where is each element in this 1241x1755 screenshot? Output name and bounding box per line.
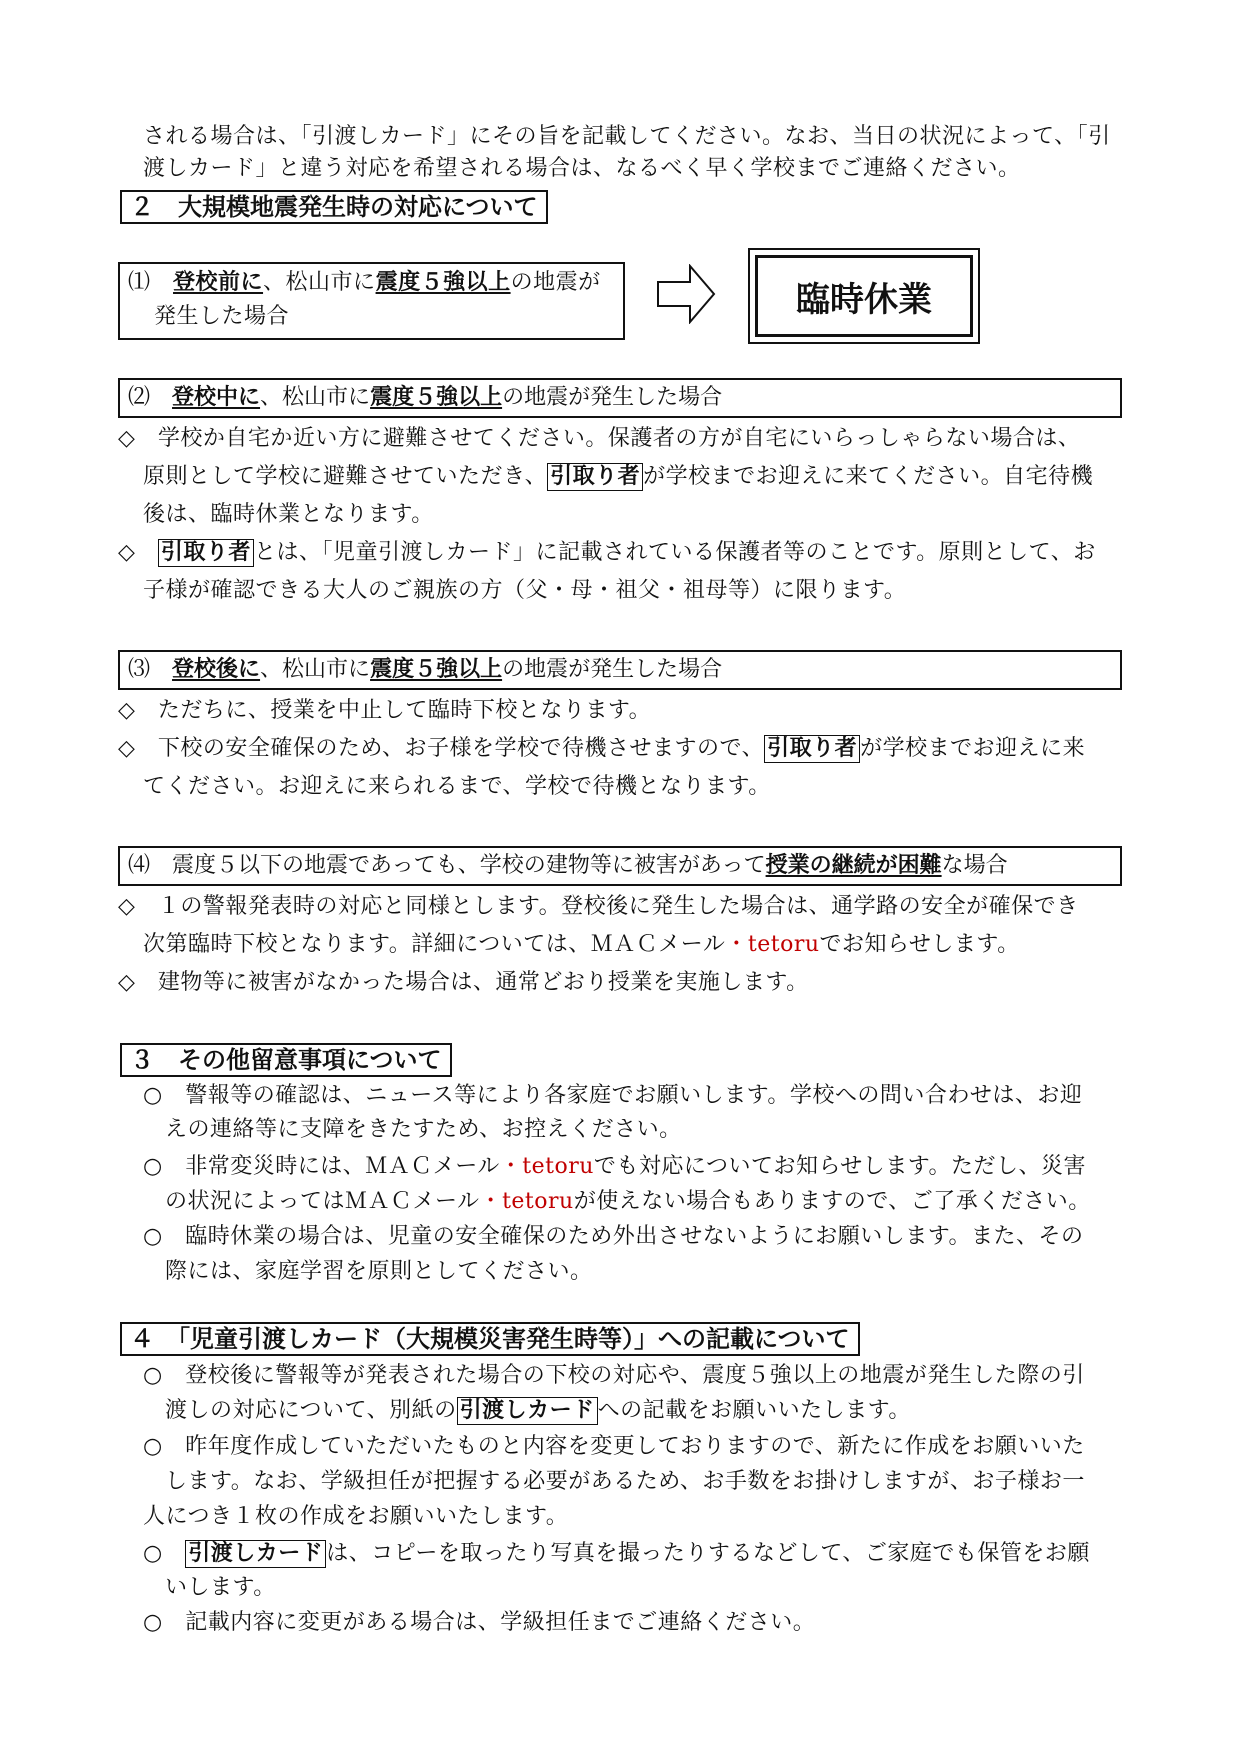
case-2-heading <box>118 378 1122 418</box>
s4-item-2-line-2: します。なお、学級担任が把握する必要があるため、お手数をお掛けしますが、お子様お一 <box>165 1469 1085 1494</box>
s3-i2-2a: の状況によってはＭＡＣメール <box>165 1189 480 1214</box>
case-3-b2-1a: ◇ 下校の安全確保のため、お子様を学校で待機させますので、 <box>118 736 765 761</box>
case-3-mid: 、松山市に <box>260 657 371 682</box>
case-2-bullet-1-line-2 <box>143 462 1093 492</box>
case-3-bullet-2-line-2: てください。お迎えに来られるまで、学校で待機となります。 <box>143 774 771 799</box>
case-4-heading <box>118 846 1122 886</box>
s4-item-1-line-1: ○ 登校後に警報等が発表された場合の下校の対応や、震度５強以上の地震が発生した際の引 <box>143 1363 1085 1388</box>
s4-item-4: ○ 記載内容に変更がある場合は、学級担任までご連絡ください。 <box>143 1610 816 1635</box>
section-3-heading: ３ その他留意事項について <box>120 1043 452 1077</box>
case-1-number: ⑴ <box>128 270 151 295</box>
s3-i2-1b: でも対応についてお知らせします。ただし、災害 <box>593 1154 1087 1179</box>
s3-tetoru-2: ・tetoru <box>479 1189 574 1214</box>
case-2-mid: 、松山市に <box>260 385 371 410</box>
case-3-tail: の地震が発生した場合 <box>502 657 723 682</box>
right-arrow-icon <box>656 264 718 324</box>
s4-item-2-line-1: ○ 昨年度作成していただいたものと内容を変更しておりますので、新たに作成をお願いいた <box>143 1434 1085 1459</box>
s4-i1-2b: への記載をお願いいたします。 <box>597 1398 911 1423</box>
case-3-b2-1b: が学校までお迎えに来 <box>860 736 1086 761</box>
intro-line-2: 渡しカード」と違う対応を希望される場合は、なるべく早く学校までご連絡ください。 <box>143 156 1021 181</box>
case-3-bullet-1: ◇ ただちに、授業を中止して臨時下校となります。 <box>118 698 652 723</box>
section-2-heading: ２ 大規模地震発生時の対応について <box>120 190 548 224</box>
case-1-mid: 、松山市に <box>263 270 376 295</box>
s4-i1-2a: 渡しの対応について、別紙の <box>165 1398 457 1423</box>
case-4-pre: 震度５以下の地震であっても、学校の建物等に被害があって <box>172 853 766 878</box>
hikiwatashi-card-box: 引渡しカード <box>457 1397 598 1425</box>
s4-item-3-line-1 <box>143 1539 1090 1569</box>
s3-item-3-line-2: 際には、家庭学習を原則としてください。 <box>165 1259 593 1284</box>
case-4-b1-2b: でお知らせします。 <box>819 932 1020 957</box>
case-2-number: ⑵ <box>128 385 151 410</box>
case-2-bullet-1-line-1: ◇ 学校か自宅か近い方に避難させてください。保護者の方が自宅にいらっしゃらない場合は、 <box>118 426 1081 451</box>
result-outer-box <box>748 248 980 344</box>
case-2-bullet-2-line-1 <box>118 538 1096 568</box>
s4-i3-1a: ○ <box>143 1541 186 1566</box>
section-4-heading: ４ 「児童引渡しカード（大規模災害発生時等）」への記載について <box>120 1322 860 1356</box>
s3-item-3-line-1: ○ 臨時休業の場合は、児童の安全確保のため外出させないようにお願いします。また、その <box>143 1224 1084 1249</box>
case-3-shindo: 震度５強以上 <box>370 657 503 682</box>
case-2-shindo: 震度５強以上 <box>370 385 503 410</box>
case-4-number: ⑷ <box>128 853 151 878</box>
intro-line-1: される場合は、「引渡しカード」にその旨を記載してください。なお、当日の状況によって、「引 <box>143 124 1111 149</box>
s3-item-2-line-1 <box>143 1152 1086 1182</box>
case-4-emphasis: 授業の継続が困難 <box>765 853 942 878</box>
s3-i2-1a: ○ 非常変災時には、ＭＡＣメール <box>143 1154 500 1179</box>
s4-i3-1b: は、コピーを取ったり写真を撮ったりするなどして、ご家庭でも保管をお願 <box>326 1541 1090 1566</box>
case-1-when: 登校前に <box>173 270 264 295</box>
case-2-bullet-1-line-3: 後は、臨時休業となります。 <box>143 502 434 527</box>
case-2-tail: の地震が発生した場合 <box>502 385 723 410</box>
hikiwatashi-card-box-2: 引渡しカード <box>185 1540 326 1568</box>
s3-i2-2b: が使えない場合もありますので、ご了承ください。 <box>573 1189 1091 1214</box>
case-3-number: ⑶ <box>128 657 151 682</box>
case-1-line-2: 発生した場合 <box>154 304 290 329</box>
s3-tetoru-1: ・tetoru <box>499 1154 594 1179</box>
s3-item-2-line-2 <box>165 1187 1091 1217</box>
case-1-tail: の地震が <box>510 270 601 295</box>
case-3-heading <box>118 650 1122 690</box>
case-4-b1-2a: 次第臨時下校となります。詳細については、ＭＡＣメール <box>143 932 726 957</box>
result-rinji-kyugyo: 臨時休業 <box>796 279 932 320</box>
case-2-bullet-2-line-2: 子様が確認できる大人のご親族の方（父・母・祖父・祖母等）に限ります。 <box>143 578 907 603</box>
case-2-b1-2b: が学校までお迎えに来てください。自宅待機 <box>643 464 1094 489</box>
case-4-tail: な場合 <box>941 853 1008 878</box>
case-3-when: 登校後に <box>172 657 261 682</box>
hikitori-sha-box: 引取り者 <box>547 463 643 491</box>
s4-item-3-line-2: いします。 <box>165 1575 276 1600</box>
hikitori-sha-box-2: 引取り者 <box>158 539 254 567</box>
result-inner-box <box>755 255 973 337</box>
case-2-b2-1a: ◇ <box>118 540 158 565</box>
case-2-b1-2a: 原則として学校に避難させていただき、 <box>143 464 548 489</box>
case-4-bullet-2: ◇ 建物等に被害がなかった場合は、通常どおり授業を実施します。 <box>118 970 809 995</box>
case-1-shindo: 震度５強以上 <box>375 270 511 295</box>
s3-item-1-line-1: ○ 警報等の確認は、ニュース等により各家庭でお願いします。学校への問い合わせは、お迎 <box>143 1083 1083 1108</box>
hikitori-sha-box-3: 引取り者 <box>764 735 860 763</box>
case-2-when: 登校中に <box>172 385 261 410</box>
case-4-bullet-1-line-1: ◇ １の警報発表時の対応と同様とします。登校後に発生した場合は、通学路の安全が確保でき <box>118 894 1079 919</box>
s3-item-1-line-2: えの連絡等に支障をきたすため、お控えください。 <box>165 1117 682 1142</box>
case-1-line-1 <box>128 268 601 298</box>
case-4-tetoru: ・tetoru <box>725 932 820 957</box>
s4-item-2-line-3: 人につき１枚の作成をお願いいたします。 <box>143 1504 569 1529</box>
s4-item-1-line-2 <box>165 1396 911 1426</box>
case-3-bullet-2-line-1 <box>118 734 1085 764</box>
case-1-box <box>118 262 625 340</box>
case-4-bullet-1-line-2 <box>143 930 1020 960</box>
case-2-b2-1b: とは、「児童引渡しカード」に記載されている保護者等のことです。原則として、お <box>253 540 1096 565</box>
